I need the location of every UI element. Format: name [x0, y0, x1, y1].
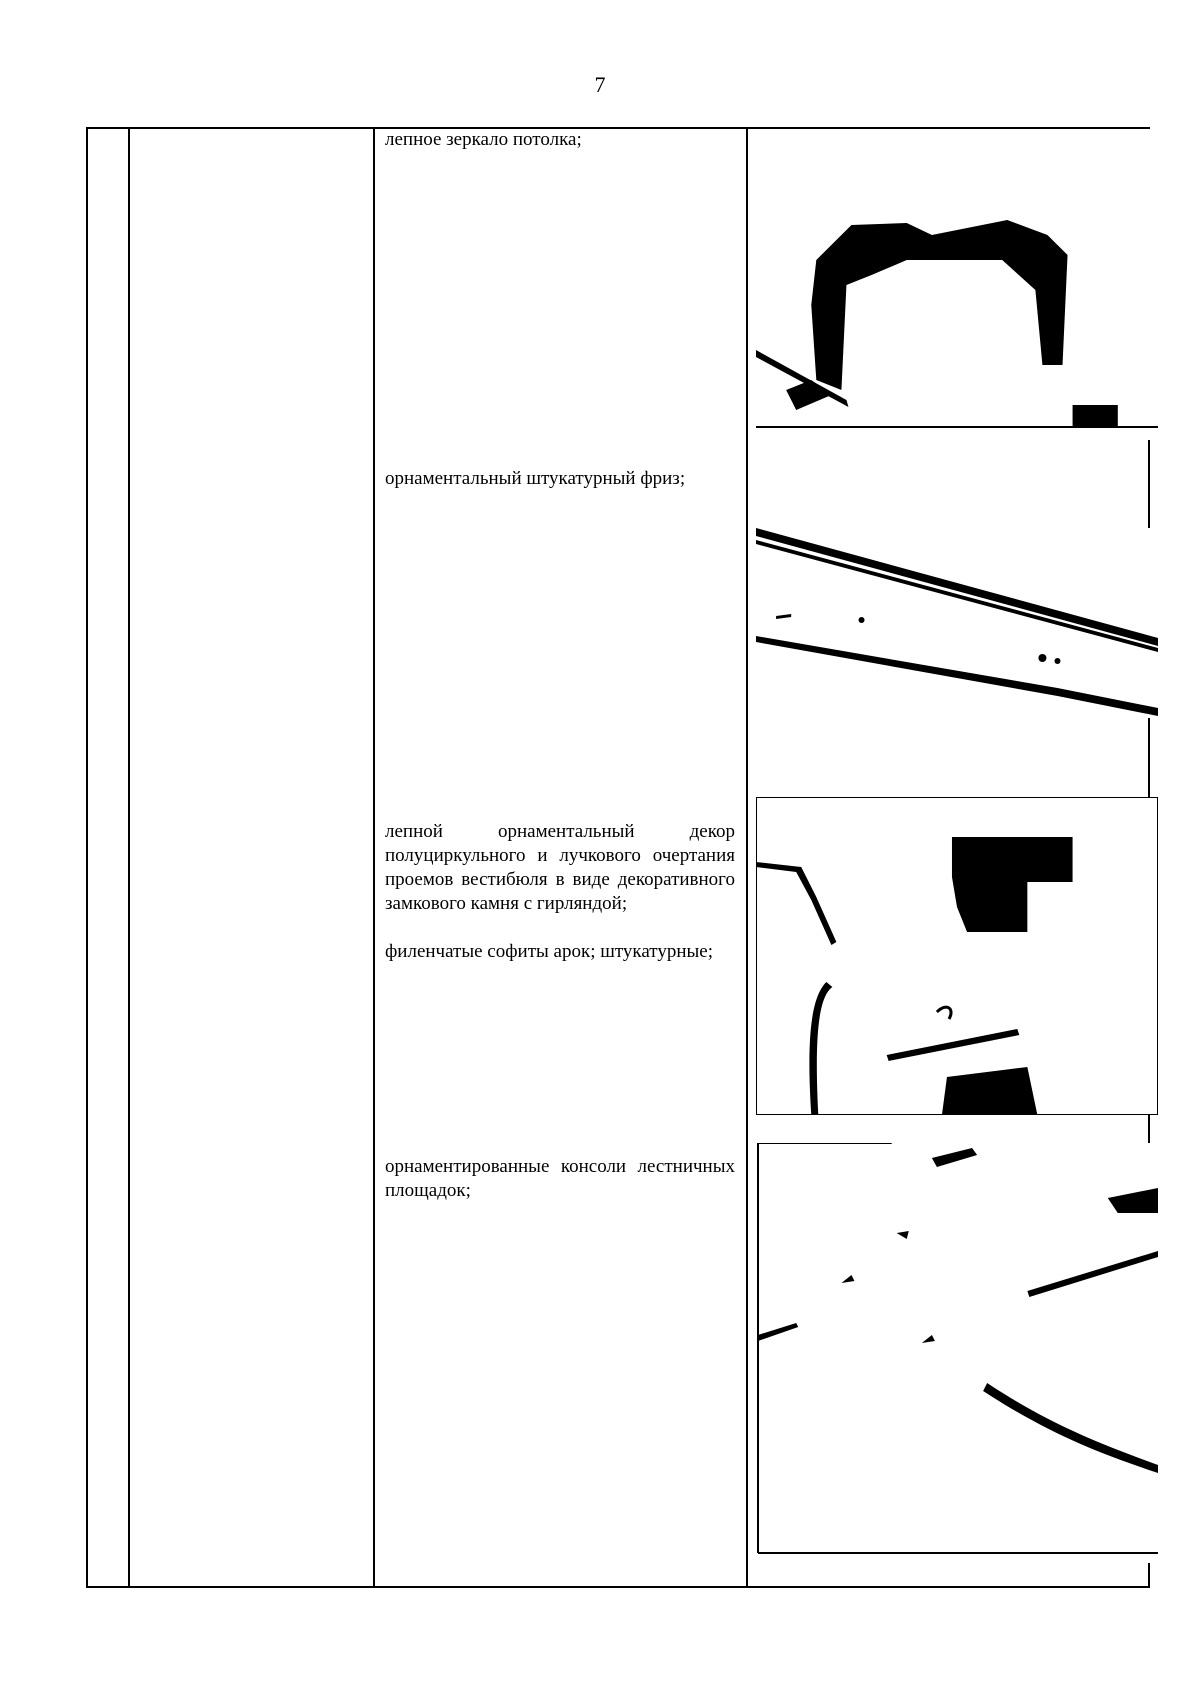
description-arch-soffits: филенчатые софиты арок; штукатурные;: [385, 941, 714, 962]
arch-decor-photo: [756, 797, 1158, 1115]
table-row-text: [385, 1155, 735, 1203]
table-row-text: [385, 820, 735, 964]
table-row-text: [385, 128, 735, 152]
table-bottom-border: [86, 1586, 1150, 1588]
stair-console-photo: [756, 1143, 1158, 1563]
description-ceiling-mirror: лепное зеркало потолка;: [385, 129, 582, 150]
description-stair-consoles: орнаментированные консоли лестничных площадок;: [385, 1156, 735, 1201]
column-4-left-border: [746, 127, 748, 1587]
ceiling-mirror-photo: [756, 215, 1158, 440]
column-3-left-border: [373, 127, 375, 1587]
column-1-left-border: [86, 127, 88, 1587]
frieze-photo: [756, 528, 1158, 718]
description-arch-decor: лепной орнаментальный декор полуциркульного и лучкового очертания проемов вестибюля в виде декоративного замкового камня с гирляндой;: [385, 821, 735, 914]
column-2-left-border: [128, 127, 130, 1587]
table-row-text: [385, 467, 735, 491]
page-number: 7: [594, 72, 606, 97]
description-frieze: орнаментальный штукатурный фриз;: [385, 468, 686, 489]
